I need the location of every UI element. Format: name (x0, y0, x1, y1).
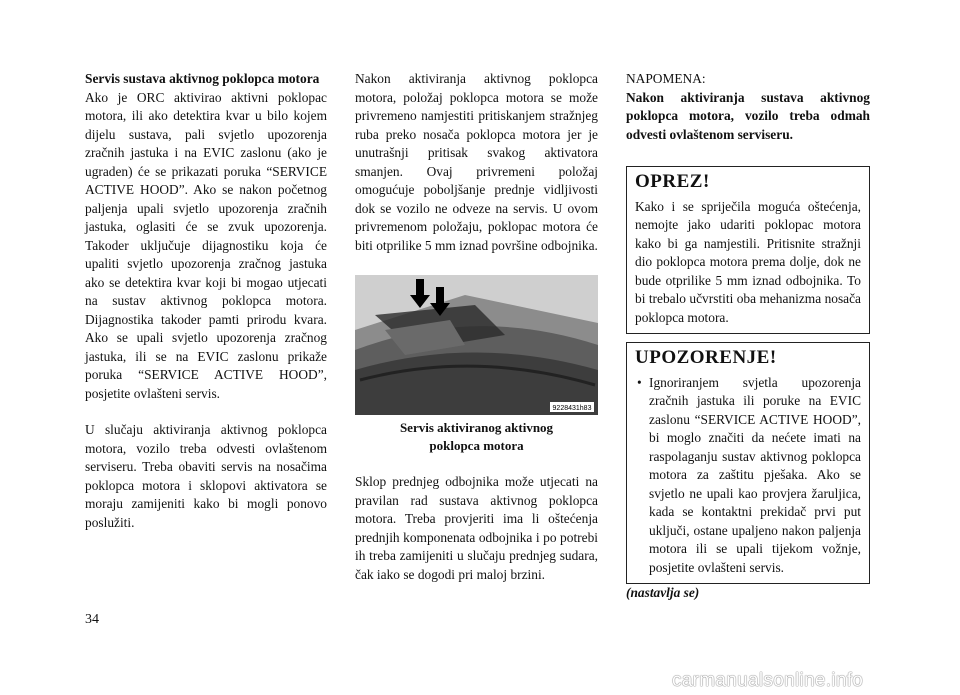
watermark: carmanualsonline.info (672, 670, 864, 691)
warning-title: UPOZORENJE! (635, 347, 777, 368)
middle-column (355, 70, 598, 584)
body-paragraph: U slučaju aktiviranja aktivnog poklopca motora, vozilo treba odvesti ovlaštenom serviseru. Treba obaviti servis na nosačima poklopca motora i sklopovi aktivatora se moraju zamijeniti kako bi mogli ponovo poslužiti. (85, 422, 327, 530)
hood-illustration (355, 275, 598, 415)
caution-text: Kako i se spriječila moguća oštećenja, nemojte jako udariti poklopac motora kako bi ga namjestili. Pritisnite stražnji dio poklopca motora prema dolje, dok ne bude otprilike 5 mm iznad odbojnika. To bi trebalo učvrstiti oba mehanizma nosača poklopca motora. (635, 198, 861, 325)
figure-caption (355, 419, 598, 455)
caution-box (626, 166, 870, 334)
figure-code: 9228431h83 (552, 405, 592, 412)
section-heading: Servis sustava aktivnog poklopca motora (85, 71, 320, 86)
right-column (626, 70, 870, 603)
left-column (85, 70, 327, 532)
body-paragraph: Nakon aktiviranja aktivnog poklopca motora, položaj poklopca motora se može privremeno namjestiti pritiskanjem stražnjeg ruba preko nosača poklopca motora jer je unutrašnji pritisak svakog aktivatora smanjen. Ovaj privremeni položaj omogućuje poboljšanje prednje vidljivosti dok se vozilo ne odveze na servis. U ovom privremenom položaju, poklopac motora će biti otprilike 5 mm iznad površine odbojnika. (355, 71, 598, 253)
body-paragraph: Sklop prednjeg odbojnika može utjecati na pravilan rad sustava aktivnog poklopca motora. Treba provjeriti ima li oštećenja prednjih komponenata odbojnika i po potrebi ih treba zamijeniti u slučaju prednjeg sudara, čak iako se dogodi pri maloj brzini. (355, 474, 598, 582)
warning-item: • Ignoriranjem svjetla upozorenja zračnih jastuka ili poruke na EVIC zaslonu “SERVICE ACTIVE HOOD”, bi moglo značiti da nećete imati na raspolaganju sustav aktivnog poklopca motora za zaštitu pješaka. Ako se svjetlo ne upali kao provjera žaruljica, kada se kontaktni prekidač prvi put uključi, ostane upaljeno nakon paljenja motora ili se upali tijekom vožnje, posjetite ovlašteni servis. (649, 374, 861, 578)
continued-note: (nastavlja se) (626, 585, 700, 600)
page-number: 34 (85, 612, 99, 627)
body-paragraph: Ako je ORC aktivirao aktivni poklopac motora, ili ako detektira kvar u bilo kojem dijelu sustava, pali svjetlo upozorenja zračnih jastuka i na EVIC zaslonu (ako je ugraden) će se prikazati poruka “SERVICE ACTIVE HOOD”. Ako se nakon početnog paljenja upali svjetlo upozorenja zračnih jastuka, oglasiti će se zvuk upozorenja. Takoder uključuje dijagnostiku koja će upaliti svjetlo upozorenja zračnog jastuka ako se detektira kvar koji bi mogao utjecati na sustav aktivnog poklopca motora. Dijagnostika takoder pamti prirodu kvara. Ako se upali svjetlo upozorenja zračnog jastuka, ili se na EVIC zaslonu prikaže poruka “SERVICE ACTIVE HOOD”, posjetite ovlašteni servis. (85, 89, 327, 401)
caution-title: OPREZ! (635, 171, 710, 192)
figure-caption-line: poklopca motora (429, 438, 524, 453)
figure-caption-line: Servis aktiviranog aktivnog (399, 420, 554, 435)
note-label: NAPOMENA: (626, 71, 706, 86)
note-text: Nakon aktiviranja sustava aktivnog poklopca motora, vozilo treba odmah odvesti ovlaštenom serviseru. (626, 89, 870, 142)
warning-box (626, 342, 870, 584)
hood-figure (355, 275, 598, 415)
